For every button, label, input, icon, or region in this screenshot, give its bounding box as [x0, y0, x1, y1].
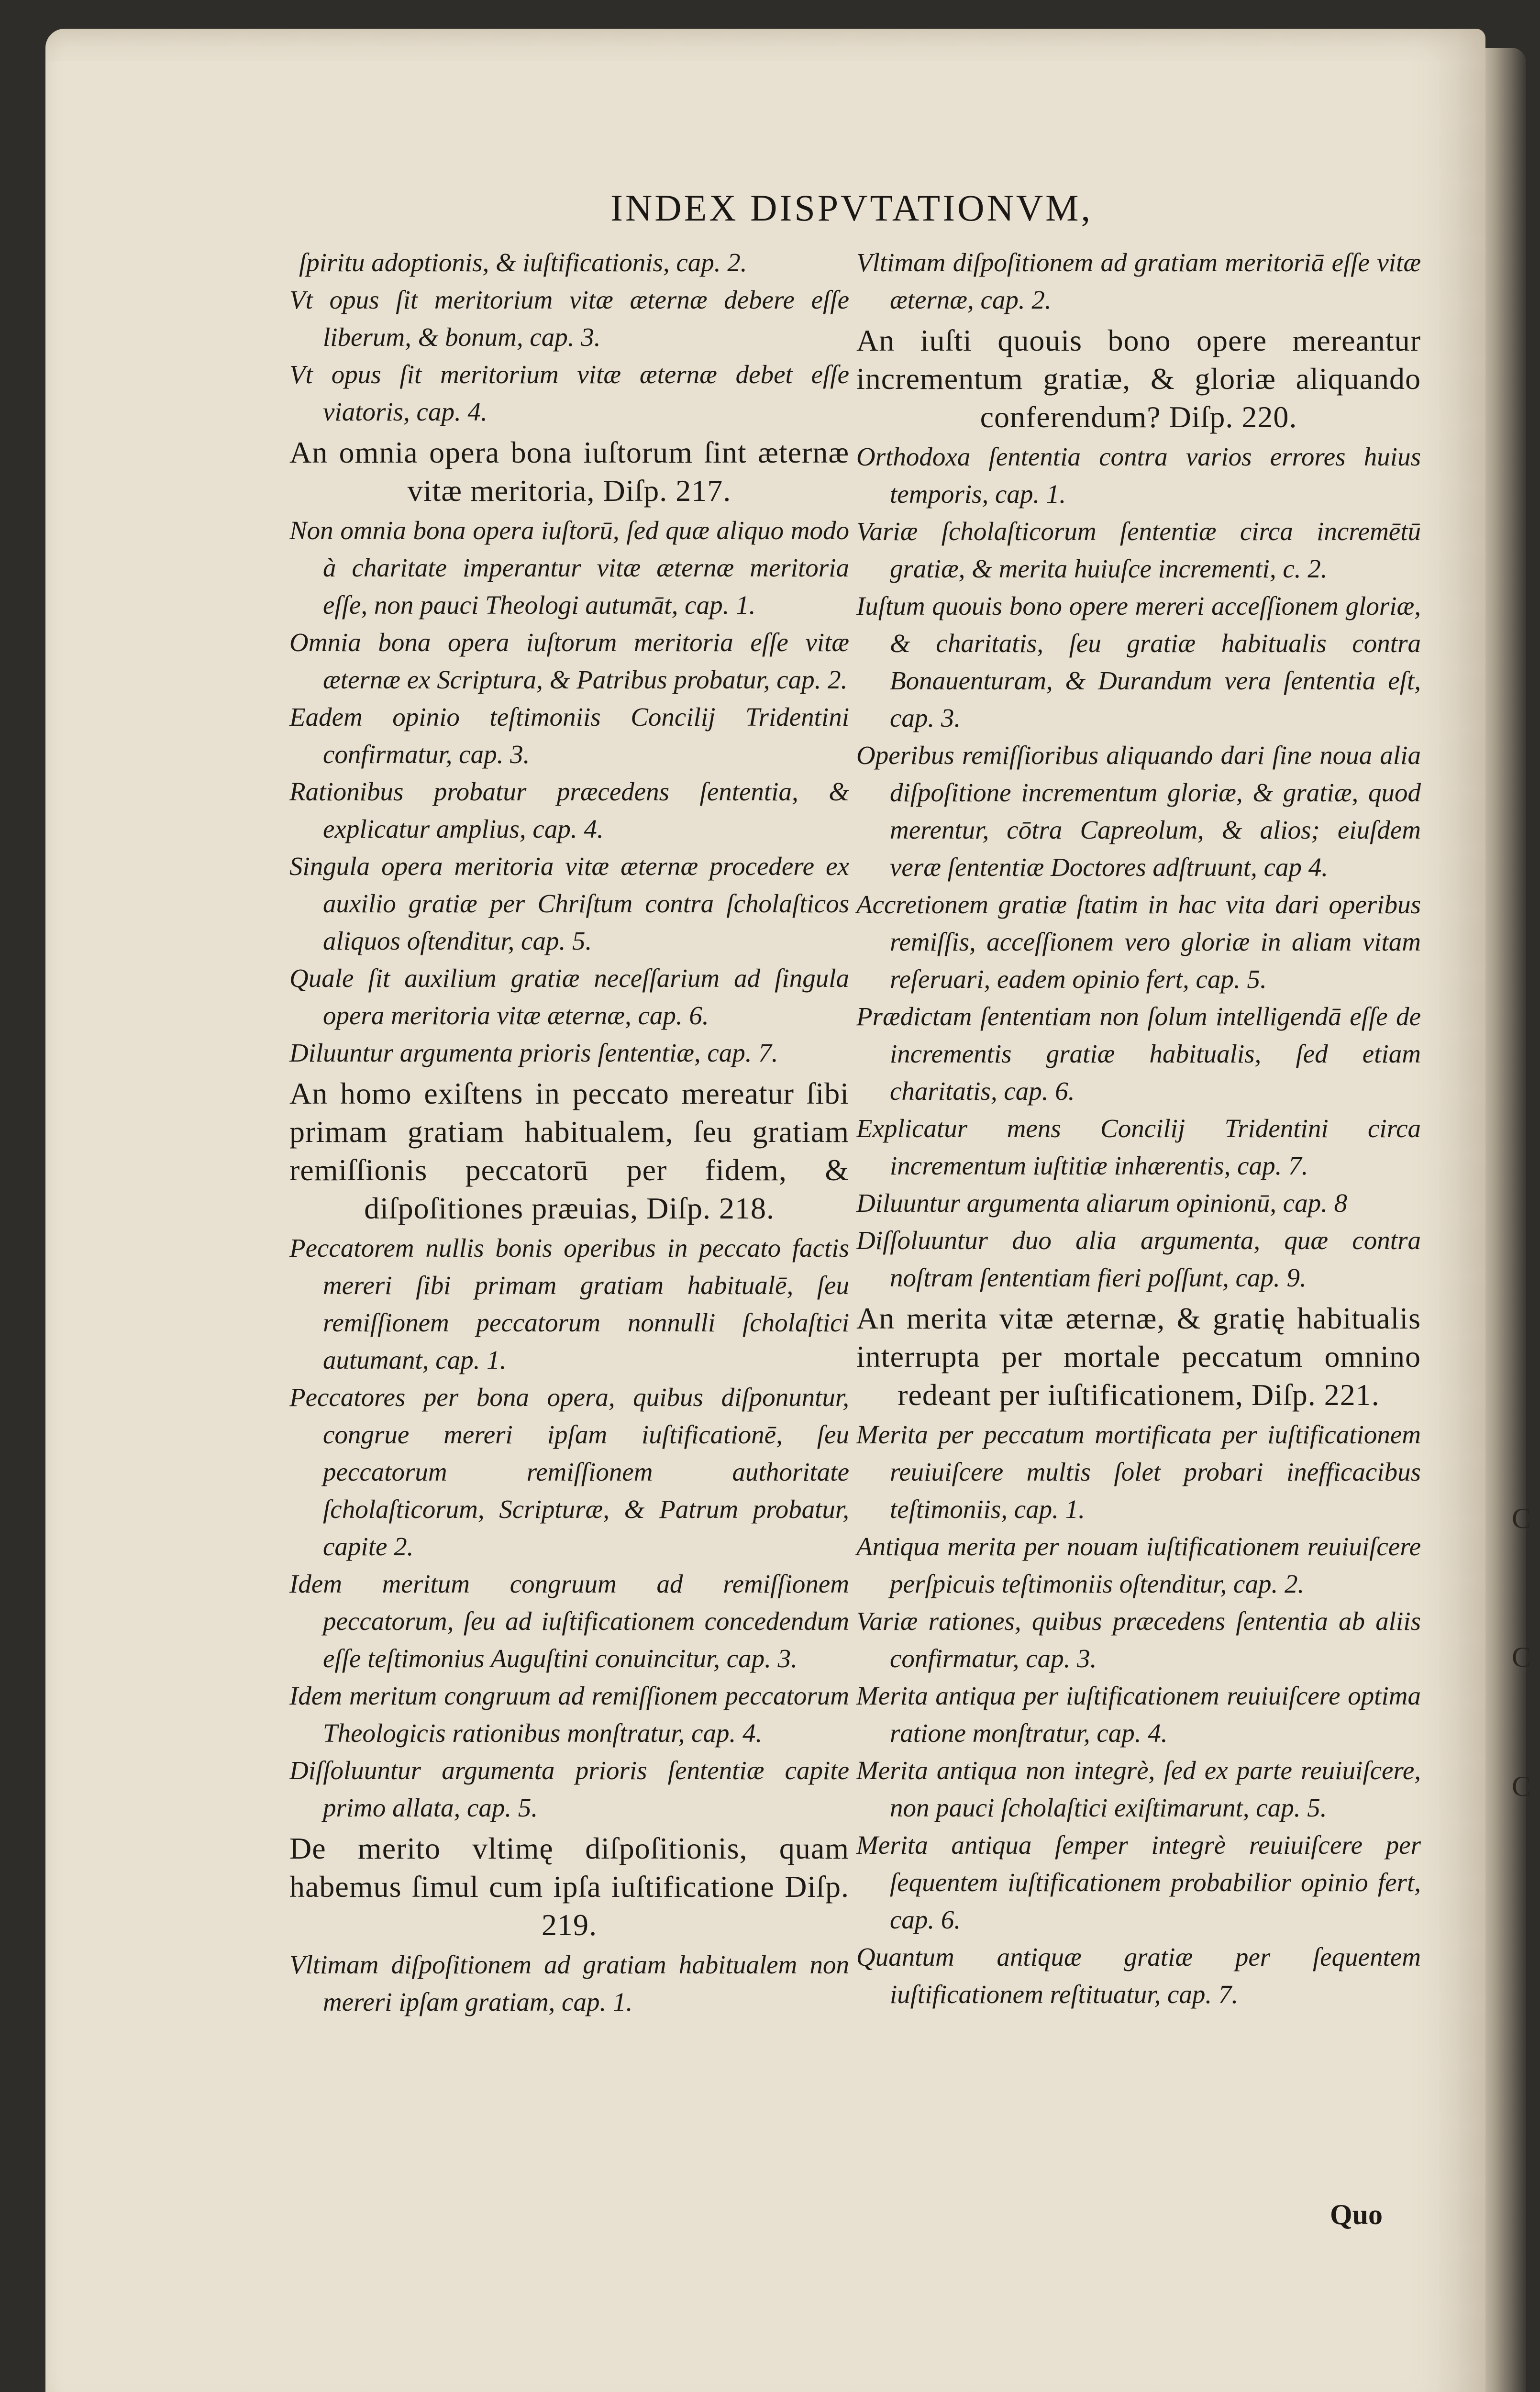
index-entry-continued: ſpiritu adoptionis, & iuſtificationis, cap. 2.	[299, 248, 747, 277]
index-entry: Diluuntur argumenta aliarum opinionū, cap. 8	[856, 1188, 1348, 1218]
index-entry: Idem meritum congruum ad remiſſionem peccatorum Theologicis rationibus monſtratur, cap. 4.	[289, 1681, 849, 1748]
index-entry: Omnia bona opera iuſtorum meritoria eſſe vitæ æternæ ex Scriptura, & Patribus probatur, cap. 2.	[289, 628, 849, 694]
disputation-heading: An homo exiſtens in peccato mereatur ſibi primam gratiam habitualem, ſeu gratiam remiſſionis peccatorū per fidem, & diſpoſitiones præuias, Diſp. 218.	[289, 1076, 849, 1225]
index-entry: Accretionem gratiæ ſtatim in hac vita dari operibus remiſſis, acceſſionem vero gloriæ in aliam vitam reſeruari, eadem opinio fert, cap. 5.	[856, 890, 1421, 994]
index-entry: Vt opus ſit meritorium vitæ æternæ debet eſſe viatoris, cap. 4.	[289, 360, 849, 426]
index-entry: Diſſoluuntur duo alia argumenta, quæ contra noſtram ſententiam fieri poſſunt, cap. 9.	[856, 1226, 1421, 1292]
index-entry: Vltimam diſpoſitionem ad gratiam meritoriā eſſe vitæ æternæ, cap. 2.	[856, 248, 1421, 314]
index-entry: Merita antiqua ſemper integrè reuiuiſcere per ſequentem iuſtificationem probabilior opinio fert, cap. 6.	[856, 1830, 1421, 1934]
index-entry: Rationibus probatur præcedens ſententia, & explicatur amplius, cap. 4.	[289, 777, 849, 843]
index-entry: Peccatores per bona opera, quibus diſponuntur, congrue mereri ipſam iuſtificationē, ſeu peccatorum remiſſionem authoritate ſcholaſticorum, Scripturæ, & Patrum probatur, capite 2.	[289, 1383, 849, 1561]
index-entry: Peccatorem nullis bonis operibus in peccato factis mereri ſibi primam gratiam habitualē, ſeu remiſſionem peccatorum nonnulli ſcholaſtici autumant, cap. 1.	[289, 1233, 849, 1374]
running-head: INDEX DISPVTATIONVM,	[610, 187, 1093, 229]
index-entry: Quale ſit auxilium gratiæ neceſſarium ad ſingula opera meritoria vitæ æternæ, cap. 6.	[289, 963, 849, 1030]
index-entry: Orthodoxa ſententia contra varios errores huius temporis, cap. 1.	[856, 442, 1421, 509]
catchword: Quo	[1330, 2199, 1383, 2230]
disputation-heading: An iuſti quouis bono opere mereantur incrementum gratiæ, & gloriæ aliquando conferendum? Diſp. 220.	[856, 323, 1421, 434]
edge-letter: C	[1512, 1641, 1531, 1673]
index-entry: Variæ ſcholaſticorum ſententiæ circa incremētū gratiæ, & merita huiuſce incrementi, c. 2.	[856, 517, 1421, 583]
index-entry: Merita antiqua per iuſtificationem reuiuiſcere optima ratione monſtratur, cap. 4.	[856, 1681, 1421, 1748]
index-entry: Singula opera meritoria vitæ æternæ procedere ex auxilio gratiæ per Chriſtum contra ſcholaſticos aliquos oſtenditur, cap. 5.	[289, 852, 849, 955]
index-entry: Merita antiqua non integrè, ſed ex parte reuiuiſcere, non pauci ſcholaſtici exiſtimarunt, cap. 5.	[856, 1756, 1421, 1822]
edge-letter: C	[1512, 1503, 1531, 1534]
index-entry: Quantum antiquæ gratiæ per ſequentem iuſtificationem reſtituatur, cap. 7.	[856, 1942, 1421, 2009]
edge-letter: C	[1512, 1771, 1531, 1802]
disputation-heading: An merita vitæ æternæ, & gratię habitualis interrupta per mortale peccatum omnino redeant per iuſtificationem, Diſp. 221.	[856, 1301, 1421, 1412]
index-entry: Merita per peccatum mortificata per iuſtificationem reuiuiſcere multis ſolet probari inefficacibus teſtimoniis, cap. 1.	[856, 1420, 1421, 1524]
index-entry: Antiqua merita per nouam iuſtificationem reuiuiſcere perſpicuis teſtimoniis oſtenditur, cap. 2.	[856, 1532, 1421, 1598]
disputation-heading: De merito vltimę diſpoſitionis, quam habemus ſimul cum ipſa iuſtificatione Diſp. 219.	[289, 1831, 849, 1942]
index-entry: Operibus remiſſioribus aliquando dari ſine noua alia diſpoſitione incrementum gloriæ, & gratiæ, quod merentur, cōtra Capreolum, & alios; eiuſdem veræ ſententiæ Doctores adſtruunt, cap 4.	[856, 741, 1421, 882]
left-column	[289, 244, 849, 2021]
index-entry: Iuſtum quouis bono opere mereri acceſſionem gloriæ, & charitatis, ſeu gratiæ habitualis contra Bonauenturam, & Durandum vera ſententia eſt, cap. 3.	[856, 591, 1421, 732]
index-entry: Diluuntur argumenta prioris ſententiæ, cap. 7.	[289, 1038, 778, 1067]
index-entry: Vltimam diſpoſitionem ad gratiam habitualem non mereri ipſam gratiam, cap. 1.	[289, 1950, 849, 2016]
right-column	[856, 244, 1421, 2013]
index-entry: Prædictam ſententiam non ſolum intelligendā eſſe de incrementis gratiæ habitualis, ſed etiam charitatis, cap. 6.	[856, 1002, 1421, 1106]
index-entry: Variæ rationes, quibus præcedens ſententia ab aliis confirmatur, cap. 3.	[856, 1606, 1421, 1673]
index-entry: Explicatur mens Concilij Tridentini circa incrementum iuſtitiæ inhærentis, cap. 7.	[856, 1114, 1421, 1180]
index-entry: Eadem opinio teſtimoniis Concilij Tridentini confirmatur, cap. 3.	[289, 702, 849, 769]
index-entry: Diſſoluuntur argumenta prioris ſententiæ capite primo allata, cap. 5.	[289, 1756, 849, 1822]
disputation-heading: An omnia opera bona iuſtorum ſint æternæ vitæ meritoria, Diſp. 217.	[289, 435, 849, 508]
index-entry: Idem meritum congruum ad remiſſionem peccatorum, ſeu ad iuſtificationem concedendum eſſe teſtimonius Auguſtini conuincitur, cap. 3.	[289, 1569, 849, 1673]
index-entry: Non omnia bona opera iuſtorū, ſed quæ aliquo modo à charitate imperantur vitæ æternæ meritoria eſſe, non pauci Theologi autumāt, cap. 1.	[289, 516, 849, 620]
index-entry: Vt opus ſit meritorium vitæ æternæ debere eſſe liberum, & bonum, cap. 3.	[289, 285, 849, 352]
